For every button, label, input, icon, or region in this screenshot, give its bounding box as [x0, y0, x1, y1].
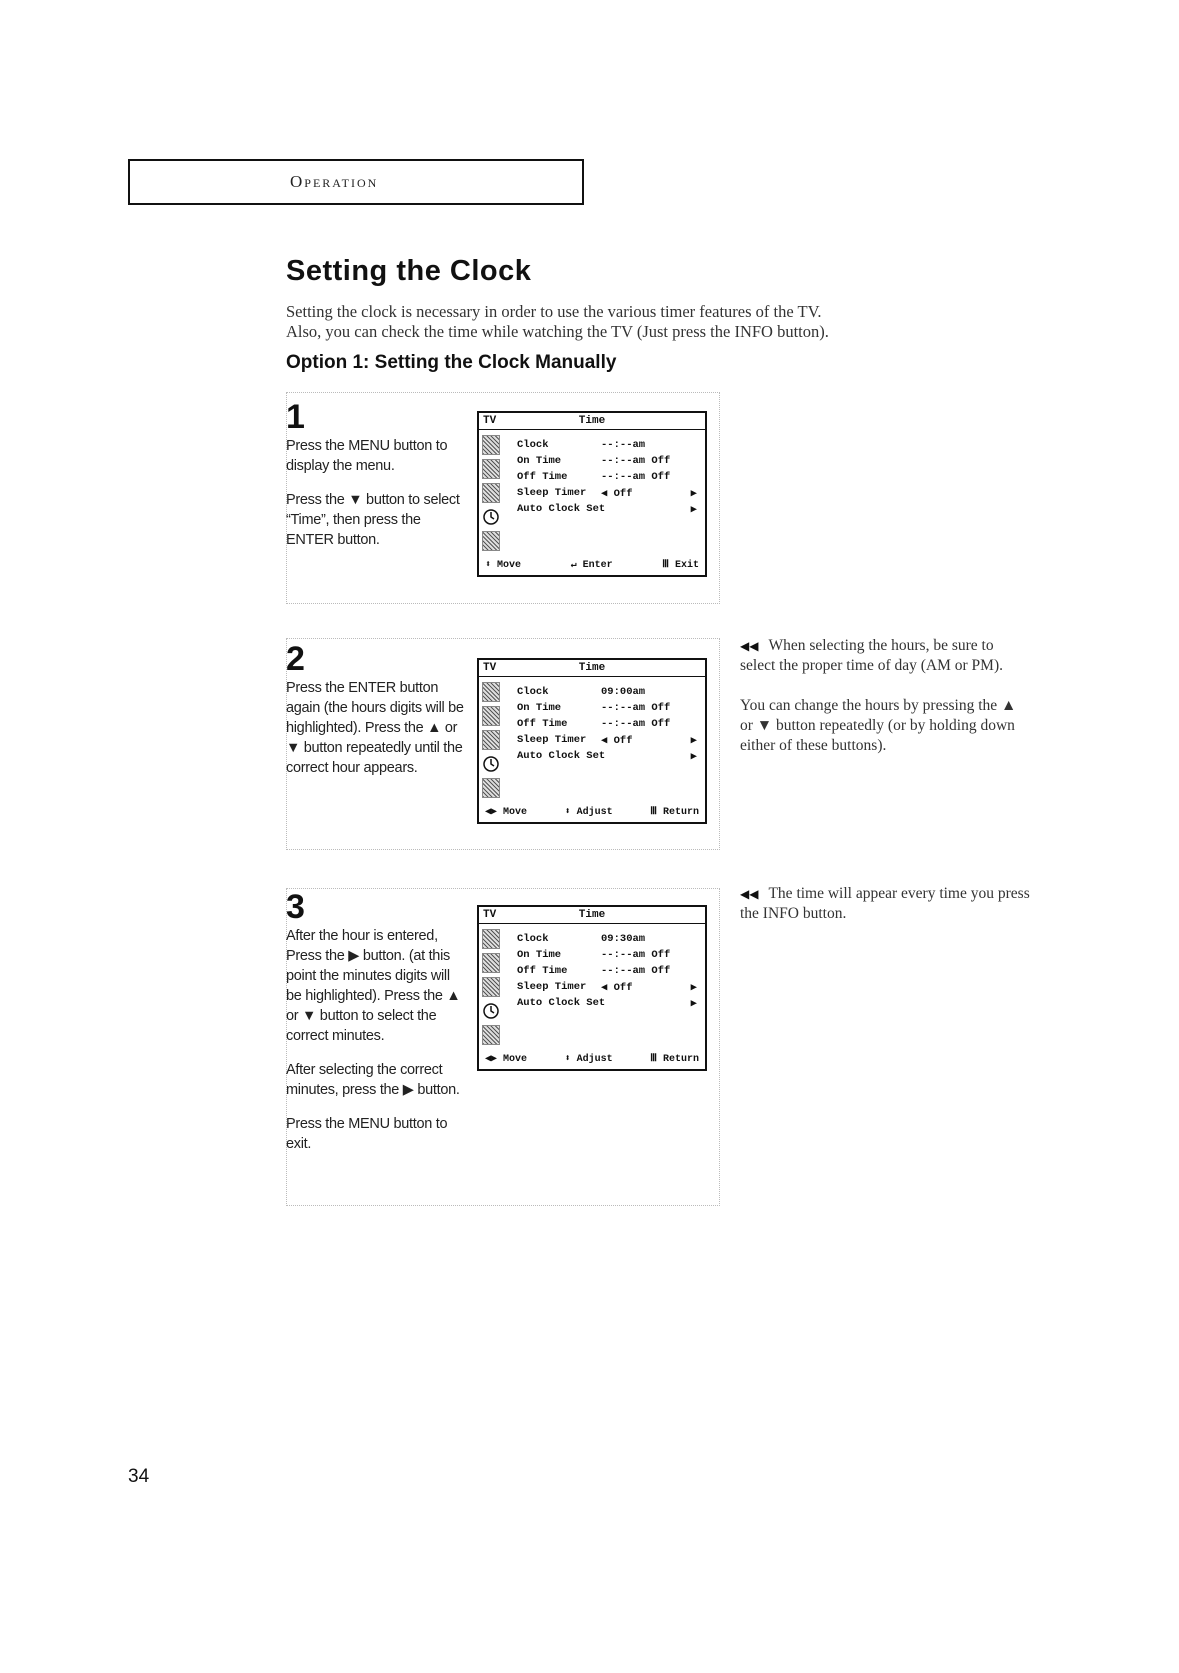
osd-row: Auto Clock Set ▶: [517, 750, 697, 763]
osd-icon-column: [482, 929, 502, 1049]
osd-row: Off Time --:--am Off: [517, 965, 671, 977]
step-paragraph: After the hour is entered, Press the ▶ button. (at this point the minutes digits will be highlighted). Press the ▲ or ▼ button to select the correct minutes.: [286, 928, 461, 1044]
osd-footer: [485, 559, 699, 571]
tv-menu-screen-1: [477, 411, 707, 577]
intro-text: [286, 302, 1006, 342]
osd-divider: [479, 676, 705, 677]
osd-row: Clock --:--am: [517, 439, 646, 451]
osd-row: On Time --:--am Off: [517, 702, 671, 714]
osd-row: Sleep Timer ◀ Off ▶: [517, 487, 697, 500]
step-paragraph: Press the ▼ button to select “Time”, then press the ENTER button.: [286, 492, 460, 548]
step-paragraph: Press the MENU button to exit.: [286, 1116, 448, 1152]
step-instructions: [286, 678, 468, 792]
step-paragraph: After selecting the correct minutes, press the ▶ button.: [286, 1062, 460, 1098]
osd-row: Off Time --:--am Off: [517, 471, 671, 483]
osd-footer-enter: ↵ Enter: [570, 560, 613, 571]
section-subtitle: Option 1: Setting the Clock Manually: [286, 352, 617, 373]
step-instructions: [286, 926, 468, 1168]
osd-footer-move: ◀▶ Move: [485, 1054, 528, 1065]
channel-icon: [482, 483, 500, 503]
step-instructions: [286, 436, 468, 564]
clock-icon: [482, 754, 500, 774]
setup-icon: [482, 531, 500, 551]
osd-row: Sleep Timer ◀ Off ▶: [517, 981, 697, 994]
osd-icon-column: [482, 435, 502, 555]
note-paragraph: ◀◀ The time will appear every time you press the INFO button.: [740, 885, 1030, 922]
pointer-arrow-icon: ◀◀: [740, 887, 759, 901]
step-paragraph: Press the MENU button to display the menu.: [286, 438, 448, 474]
intro-line: Also, you can check the time while watching the TV (Just press the INFO button).: [286, 322, 829, 341]
note-paragraph: You can change the hours by pressing the ▲ or ▼ button repeatedly (or by holding down either of these buttons).: [740, 697, 1017, 754]
osd-divider: [479, 429, 705, 430]
setup-icon: [482, 1025, 500, 1045]
clock-icon: [482, 1001, 500, 1021]
osd-footer: [485, 1053, 699, 1065]
section-label: Operation: [290, 172, 379, 191]
picture-icon: [482, 682, 500, 702]
osd-row: Clock 09:30am: [517, 933, 646, 945]
osd-row: Auto Clock Set ▶: [517, 997, 697, 1010]
osd-footer-adjust: ⬍ Adjust: [564, 1054, 613, 1065]
osd-tv-label: TV: [483, 909, 497, 921]
osd-footer-adjust: ⬍ Adjust: [564, 807, 613, 818]
osd-row: Off Time --:--am Off: [517, 718, 671, 730]
clock-icon: [482, 507, 500, 527]
pointer-arrow-icon: ◀◀: [740, 639, 759, 653]
page-title: Setting the Clock: [286, 255, 532, 287]
sound-icon: [482, 953, 500, 973]
tv-menu-screen-2: [477, 658, 707, 824]
setup-icon: [482, 778, 500, 798]
osd-row: Sleep Timer ◀ Off ▶: [517, 734, 697, 747]
osd-tv-label: TV: [483, 662, 497, 674]
osd-divider: [479, 923, 705, 924]
step-number: 1: [286, 398, 305, 436]
osd-footer: [485, 806, 699, 818]
sound-icon: [482, 706, 500, 726]
osd-footer-move: ⬍ Move: [485, 560, 522, 571]
picture-icon: [482, 435, 500, 455]
sound-icon: [482, 459, 500, 479]
osd-footer-return: Ⅲ Return: [650, 1054, 699, 1065]
picture-icon: [482, 929, 500, 949]
osd-footer-exit: Ⅲ Exit: [662, 560, 699, 571]
page-number: 34: [128, 1466, 150, 1487]
note-step-3: [740, 884, 1030, 944]
osd-tv-label: TV: [483, 415, 497, 427]
channel-icon: [482, 977, 500, 997]
osd-title: Time: [578, 909, 606, 921]
step-number: 3: [286, 888, 305, 926]
osd-title: Time: [578, 662, 606, 674]
intro-line: Setting the clock is necessary in order to use the various timer features of the TV.: [286, 302, 822, 321]
note-paragraph: ◀◀ When selecting the hours, be sure to select the proper time of day (AM or PM).: [740, 637, 1004, 674]
osd-row: On Time --:--am Off: [517, 949, 671, 961]
note-step-2: [740, 636, 1030, 776]
tv-menu-screen-3: [477, 905, 707, 1071]
osd-row: On Time --:--am Off: [517, 455, 671, 467]
osd-row: Clock 09:00am: [517, 686, 646, 698]
step-number: 2: [286, 640, 305, 678]
step-paragraph: Press the ENTER button again (the hours digits will be highlighted). Press the ▲ or ▼ button repeatedly until the correct hour appears.: [286, 680, 464, 776]
osd-icon-column: [482, 682, 502, 802]
osd-row: Auto Clock Set ▶: [517, 503, 697, 516]
osd-footer-move: ◀▶ Move: [485, 807, 528, 818]
osd-title: Time: [578, 415, 606, 427]
osd-footer-return: Ⅲ Return: [650, 807, 699, 818]
channel-icon: [482, 730, 500, 750]
